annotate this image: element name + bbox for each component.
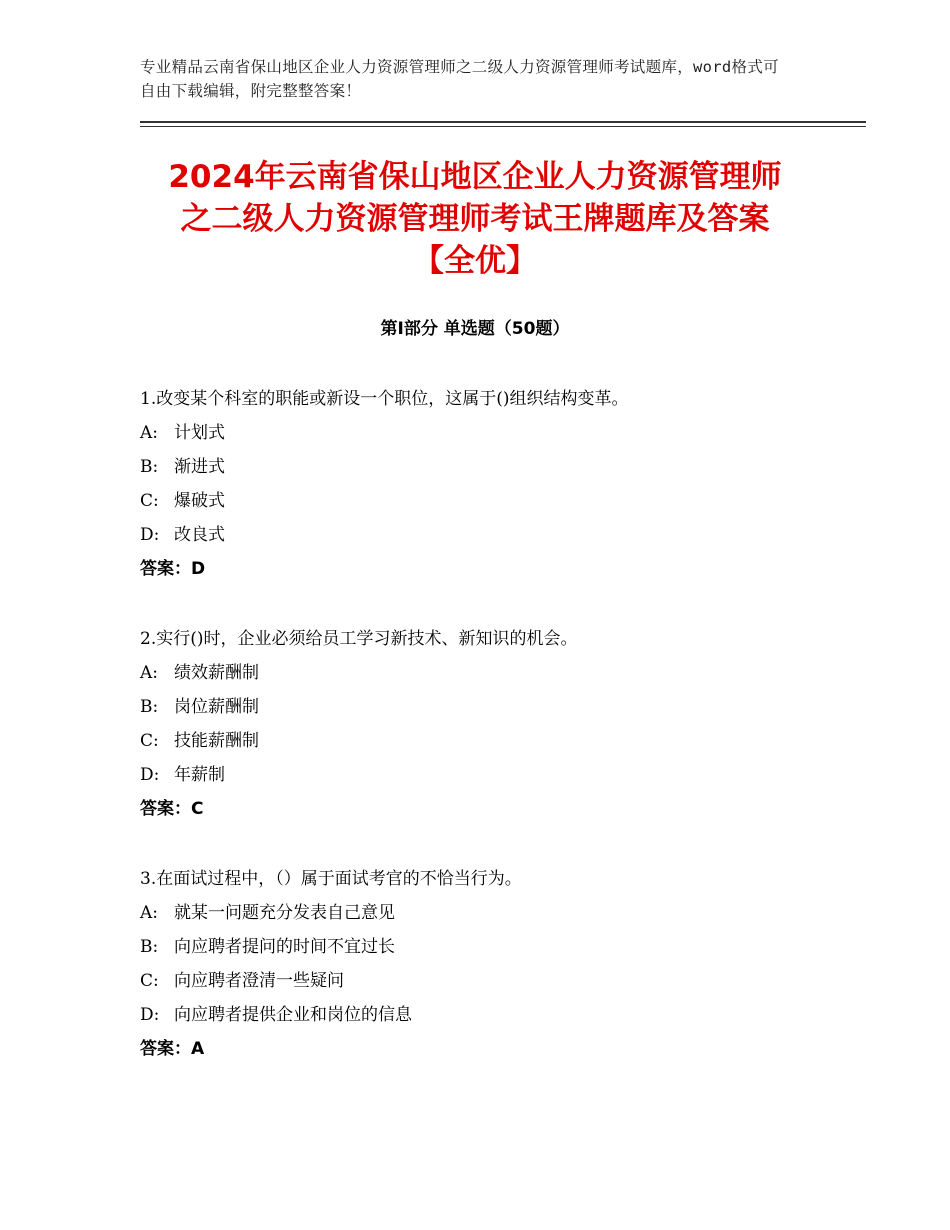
answer-option bbox=[140, 998, 860, 1032]
answer-line: 答案：A bbox=[140, 1039, 205, 1059]
answer-option bbox=[140, 416, 860, 450]
option-key: B: bbox=[140, 457, 159, 477]
option-text: 渐进式 bbox=[174, 457, 225, 477]
title-line: 之二级人力资源管理师考试王牌题库及答案 bbox=[180, 201, 770, 237]
question-item bbox=[140, 622, 860, 826]
header-rule-thin bbox=[140, 126, 866, 127]
option-text: 就某一问题充分发表自己意见 bbox=[174, 903, 395, 923]
answer-option bbox=[140, 484, 860, 518]
answer-option bbox=[140, 896, 860, 930]
answer-option bbox=[140, 518, 860, 552]
question-stem: 2.实行()时，企业必须给员工学习新技术、新知识的机会。 bbox=[140, 629, 578, 649]
option-text: 技能薪酬制 bbox=[174, 731, 259, 751]
option-text: 向应聘者澄清一些疑问 bbox=[174, 971, 344, 991]
option-key: C: bbox=[140, 731, 159, 751]
option-key: C: bbox=[140, 491, 159, 511]
answer-line: 答案：C bbox=[140, 799, 204, 819]
answer-option bbox=[140, 690, 860, 724]
option-text: 爆破式 bbox=[174, 491, 225, 511]
option-key: A: bbox=[140, 423, 159, 443]
option-text: 改良式 bbox=[174, 525, 225, 545]
option-text: 向应聘者提供企业和岗位的信息 bbox=[174, 1005, 412, 1025]
option-text: 计划式 bbox=[174, 423, 225, 443]
option-key: D: bbox=[140, 765, 160, 785]
section-title: 第Ⅰ部分 单选题（50题） bbox=[380, 319, 570, 339]
option-text: 年薪制 bbox=[174, 765, 225, 785]
question-item bbox=[140, 382, 860, 586]
answer-option bbox=[140, 656, 860, 690]
answer-line: 答案：D bbox=[140, 559, 206, 579]
header-rule-thick bbox=[140, 121, 866, 123]
option-text: 绩效薪酬制 bbox=[174, 663, 259, 683]
option-key: D: bbox=[140, 1005, 160, 1025]
answer-option bbox=[140, 724, 860, 758]
option-text: 向应聘者提问的时间不宜过长 bbox=[174, 937, 395, 957]
header-note: 专业精品云南省保山地区企业人力资源管理师之二级人力资源管理师考试题库，word格式可自由下载编辑，附完整整答案！ bbox=[140, 58, 779, 100]
option-key: B: bbox=[140, 937, 159, 957]
answer-option bbox=[140, 930, 860, 964]
question-item bbox=[140, 862, 860, 1066]
option-key: D: bbox=[140, 525, 160, 545]
option-key: A: bbox=[140, 903, 159, 923]
answer-option bbox=[140, 758, 860, 792]
answer-option bbox=[140, 450, 860, 484]
option-key: C: bbox=[140, 971, 159, 991]
question-list bbox=[140, 382, 860, 1102]
question-stem: 1.改变某个科室的职能或新设一个职位，这属于()组织结构变革。 bbox=[140, 389, 629, 409]
option-key: B: bbox=[140, 697, 159, 717]
title-line: 2024年云南省保山地区企业人力资源管理师 bbox=[168, 159, 782, 195]
title-line: 【全优】 bbox=[413, 243, 537, 279]
answer-option bbox=[140, 964, 860, 998]
option-text: 岗位薪酬制 bbox=[174, 697, 259, 717]
question-stem: 3.在面试过程中，（）属于面试考官的不恰当行为。 bbox=[140, 869, 522, 889]
document-title bbox=[120, 156, 830, 282]
option-key: A: bbox=[140, 663, 159, 683]
